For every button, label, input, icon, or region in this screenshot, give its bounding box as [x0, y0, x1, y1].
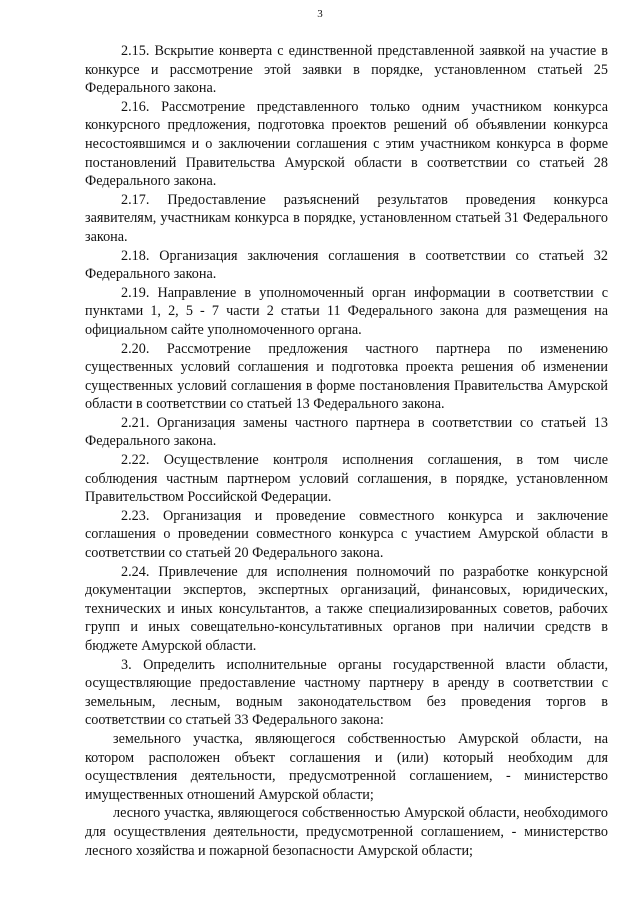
paragraph-2-23: 2.23. Организация и проведение совместного конкурса и заключение соглашения о проведении совместного конкурса с участием Амурской области в соответствии со статьей 20 Федерального закона. — [85, 507, 608, 562]
paragraph-2-15: 2.15. Вскрытие конверта с единственной представленной заявкой на участие в конкурсе и рассмотрение этой заявки в порядке, установленном статьей 25 Федерального закона. — [85, 43, 608, 97]
paragraph-2-17: 2.17. Предоставление разъяснений результатов проведения конкурса заявителям, участникам конкурса в порядке, установленном статьей 31 Федерального закона. — [85, 191, 608, 245]
paragraph-land-plot: земельного участка, являющегося собственностью Амурской области, на котором расположен объект соглашения и (или) который необходим для осуществления деятельности, предусмотренной соглашением, - министерство имущественных отношений Амурской области; — [85, 730, 608, 803]
paragraph-2-21: 2.21. Организация замены частного партнера в соответствии со статьей 13 Федерального закона. — [85, 414, 608, 450]
paragraph-2-18: 2.18. Организация заключения соглашения в соответствии со статьей 32 Федерального закона. — [85, 247, 608, 283]
page-number: 3 — [317, 8, 323, 20]
paragraph-forest-plot: лесного участка, являющегося собственностью Амурской области, необходимого для осуществления деятельности, предусмотренной соглашением, - министерство лесного хозяйства и пожарной безопасности Амурской области; — [85, 805, 608, 859]
paragraph-2-20: 2.20. Рассмотрение предложения частного партнера по изменению существенных условий соглашения и подготовка проекта решения об изменении существенных условий соглашения в форме постановления Правительства Амурской области в соответствии со статьей 13 Федерального закона. — [85, 340, 608, 413]
paragraph-2-19: 2.19. Направление в уполномоченный орган информации в соответствии с пунктами 1, 2, 5 - 7 части 2 статьи 11 Федерального закона для размещения на официальном сайте уполномоченного органа. — [85, 284, 608, 338]
document-body — [85, 42, 608, 860]
paragraph-2-24: 2.24. Привлечение для исполнения полномочий по разработке конкурсной документации экспертов, экспертных организаций, финансовых, юридических, технических и иных консультантов, а также специализированных советов, рабочих групп и иных совещательно-консультативных органов при наличии средств в бюджете Амурской области. — [85, 563, 608, 654]
paragraph-2-16: 2.16. Рассмотрение представленного только одним участником конкурса конкурсного предложения, подготовка проектов решений об объявлении конкурса несостоявшимся и о заключении соглашения с этим участником конкурса в форме постановлений Правительства Амурской области в соответствии со статьей 28 Федерального закона. — [85, 98, 608, 190]
paragraph-2-22: 2.22. Осуществление контроля исполнения соглашения, в том числе соблюдения частным партнером условий соглашения, в порядке, установленном Правительством Российской Федерации. — [85, 452, 608, 506]
paragraph-3: 3. Определить исполнительные органы государственной власти области, осуществляющие предоставление частному партнеру в аренду в соответствии с земельным, лесным, водным законодательством без проведения торгов в соответствии со статьей 33 Федерального закона: — [85, 656, 608, 729]
